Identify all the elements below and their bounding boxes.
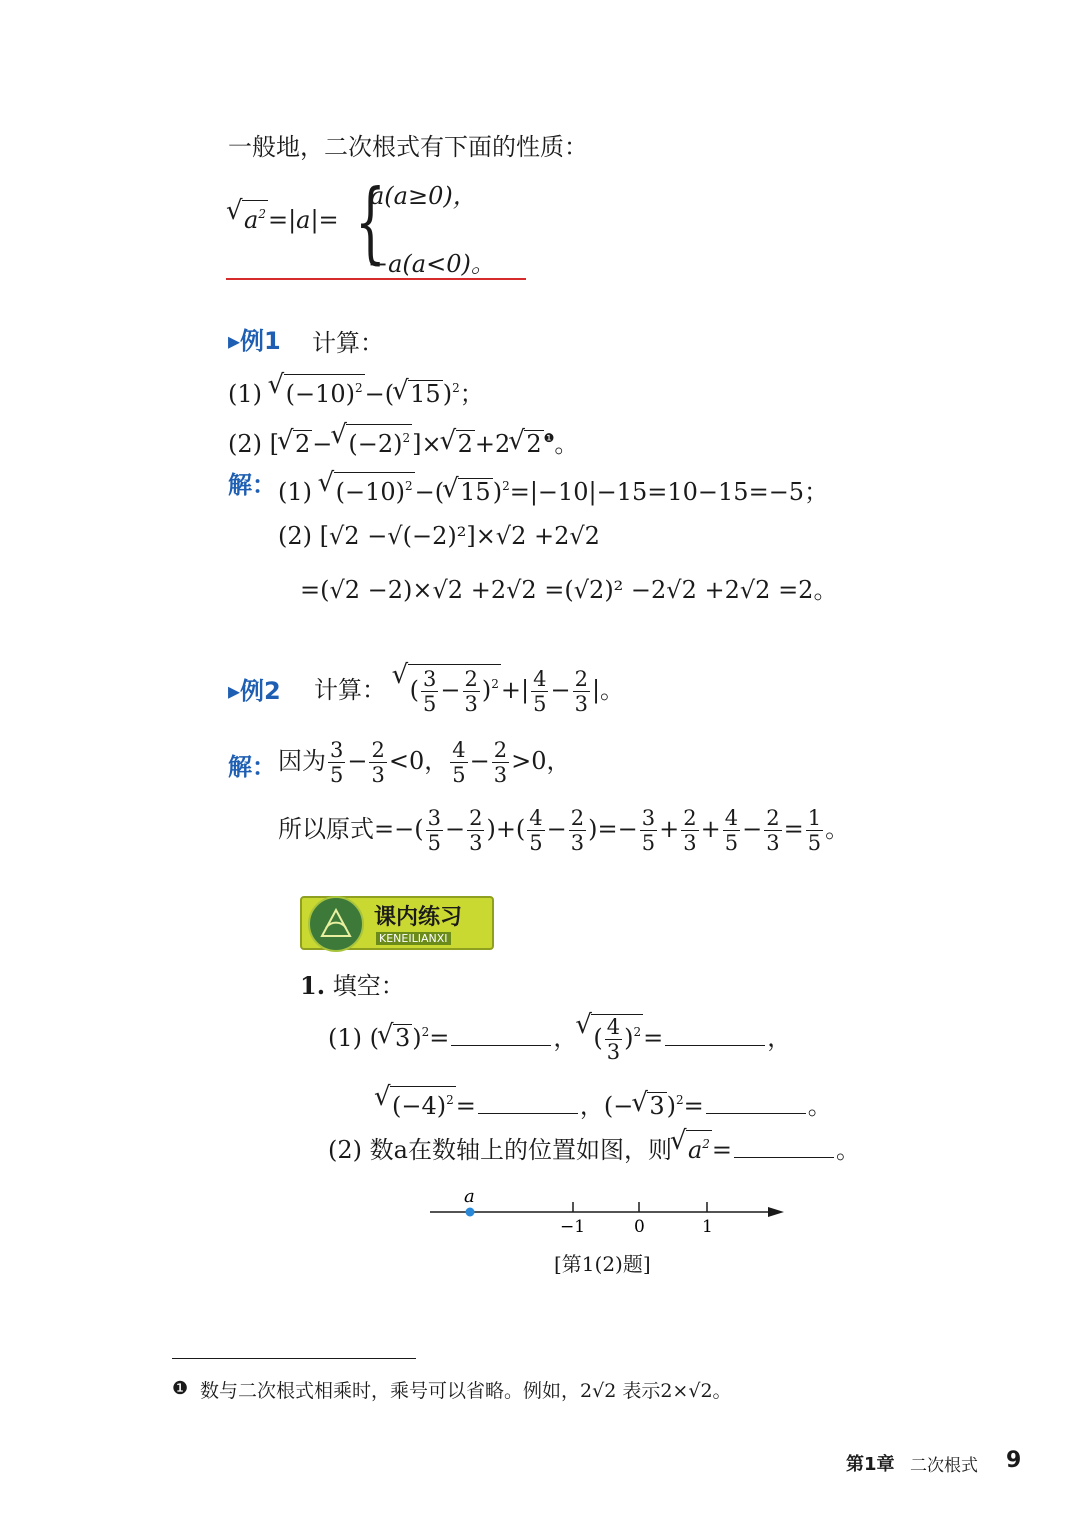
practice-subtitle: KENEILIANXI bbox=[376, 932, 451, 945]
ex2-solution-2: 所以原式=−( $\frac{3}{5}$ − $\frac{2}{3}$ )+( $\frac{4}{5}$ − $\frac{2}{3}$ )=− $\frac{3}{5}$ + $\frac{2}{3}$ + $\frac{4}{5}$ − $\frac{2}{3}$ = $\frac{1}{5}$ 。 bbox=[278, 806, 850, 855]
practice-title: 课内练习 bbox=[374, 905, 463, 930]
ex2-solution-1: 因为 $\frac{3}{5}$ − $\frac{2}{3}$ <0， $\frac{4}{5}$ − $\frac{2}{3}$ >0， bbox=[278, 738, 571, 787]
footnote-rule bbox=[172, 1358, 416, 1359]
footnote-marker: ❶ bbox=[172, 1378, 189, 1399]
ex2-expression: 计算： √ ( $\frac{3}{5}$ − $\frac{2}{3}$ )$^2$+| $\frac{4}{5}$ − $\frac{2}{3}$ |。 bbox=[314, 664, 624, 716]
tick-label-neg1: −1 bbox=[560, 1217, 586, 1237]
answer-blank[interactable] bbox=[706, 1095, 806, 1114]
answer-blank[interactable] bbox=[734, 1139, 834, 1158]
example-1-label: ▸例1 bbox=[228, 327, 281, 355]
answer-blank[interactable] bbox=[665, 1027, 765, 1046]
number-line bbox=[420, 1186, 800, 1242]
ex1-question-2: (2) [√ 2−√ $(-2)^2]\times√$ 2+2√ 2 $^❶$。 bbox=[228, 424, 578, 459]
sqrt-a-squared: √ $a^2$ bbox=[242, 200, 268, 233]
figure-caption: [第1(2)题] bbox=[554, 1252, 651, 1276]
practice-1-line1: (1) (√ 3)$^2$= ，√ ( $\frac{4}{3}$ )$^2$= ， bbox=[328, 1014, 791, 1064]
footnote-text: 数与二次根式相乘时，乘号可以省略。例如，2√2 表示2×√2。 bbox=[200, 1380, 732, 1402]
example-2-label: ▸例2 bbox=[228, 677, 281, 705]
page-number: 9 bbox=[1006, 1448, 1022, 1473]
ex1-solution-2-line1: (2) [√2 −√(−2)²]×√2 +2√2 bbox=[278, 522, 600, 550]
red-underline bbox=[226, 278, 526, 280]
case-2: −a(a<0)。 bbox=[368, 250, 495, 278]
footer-chapter-title: 二次根式 bbox=[910, 1456, 978, 1476]
point-a bbox=[466, 1208, 475, 1217]
footer-chapter: 第1章 bbox=[846, 1454, 895, 1475]
footnote-ref: ❶ bbox=[543, 431, 555, 445]
tick-label-1: 1 bbox=[702, 1217, 713, 1237]
answer-blank[interactable] bbox=[478, 1095, 578, 1114]
ex1-question-1: (1) √ $(-10)^2-(√$ 15)$^2$； bbox=[228, 374, 484, 409]
ex1-solution-1: (1) √ $(-10)^2-(√$ 15)$^2$=|−10|−15=10−15=−5； bbox=[278, 472, 828, 507]
brace: { bbox=[355, 170, 386, 273]
property-formula: √ $a^2=|a|=$ bbox=[228, 200, 339, 234]
point-a-label: a bbox=[464, 1186, 475, 1207]
example-1-prompt: 计算： bbox=[312, 329, 384, 357]
ex1-solution-label: 解： bbox=[228, 471, 276, 499]
answer-blank[interactable] bbox=[451, 1027, 551, 1046]
abs-a: |a| bbox=[288, 206, 319, 234]
practice-icon bbox=[308, 896, 364, 952]
case-1: a(a≥0)， bbox=[370, 182, 477, 210]
property-intro: 一般地，二次根式有下面的性质： bbox=[228, 133, 588, 161]
practice-question: 1. 填空： bbox=[300, 971, 405, 1000]
ex1-solution-2-line2: =(√2 −2)×√2 +2√2 =(√2)² −2√2 +2√2 =2。 bbox=[300, 576, 838, 604]
tick-label-0: 0 bbox=[634, 1217, 645, 1237]
practice-1-line2: √ $(-4)^2=$ ，(−√ 3)$^2$= 。 bbox=[376, 1086, 832, 1121]
practice-2: (2) 数a在数轴上的位置如图，则√ $a^2=$ 。 bbox=[328, 1130, 860, 1165]
ex2-solution-label: 解： bbox=[228, 753, 276, 781]
